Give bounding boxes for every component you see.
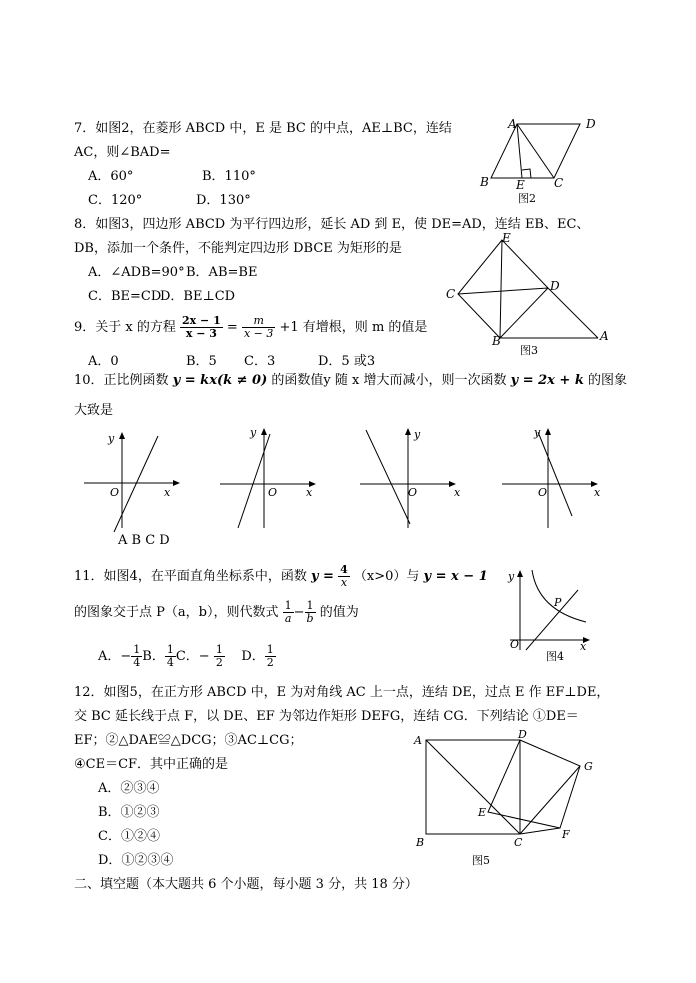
q11-text-b: （x>0）与 (353, 569, 420, 584)
q12-stem-line4: ④CE＝CF．其中正确的是 (74, 757, 229, 772)
fig3-label-e: E (502, 231, 511, 245)
q12-option-b: B．①②③ (98, 805, 160, 820)
fig5-label-e: E (478, 806, 487, 819)
q11-e-num2: 1 (305, 600, 316, 613)
graph-a-y-label: y (108, 432, 115, 445)
q8-stem-line2: DB，添加一个条件，不能判定四边形 DBCE 为矩形的是 (74, 241, 402, 256)
q12-option-c: C．①②④ (98, 829, 160, 844)
fig3-label-d: D (550, 279, 560, 293)
q11-option-d-prefix: D． (241, 649, 265, 664)
fig4-caption: 图4 (546, 650, 564, 663)
q11-text-d: 的值为 (319, 605, 359, 620)
fig3-label-a: A (600, 329, 609, 343)
q9-frac2-denominator: x − 3 (243, 327, 274, 340)
figure-4-graph (502, 564, 602, 664)
fig3-label-b: B (492, 334, 501, 348)
figure-5-square (408, 728, 608, 868)
q11-option-b-frac (165, 644, 176, 669)
q8-option-c: C．BE=CD (88, 289, 162, 304)
q10-graph-a (80, 428, 190, 538)
figure-2-rhombus (470, 112, 610, 208)
q7-option-d: D．130° (196, 193, 251, 208)
q11-e-num1: 1 (284, 599, 292, 612)
q9-frac2-numerator: m (242, 315, 275, 328)
q9-frac1-numerator: 2x − 1 (182, 314, 221, 327)
q11-option-b-num: 1 (166, 643, 174, 656)
fig5-label-d: D (518, 728, 527, 741)
q11-e-den1: a (284, 612, 292, 625)
q12-option-d: D．①②③④ (98, 853, 174, 868)
fig2-label-e: E (516, 178, 525, 192)
fig5-caption: 图5 (472, 854, 490, 867)
q11-text-a: 11．如图4，在平面直角坐标系中，函数 (74, 569, 307, 584)
q10-stem-line2: 大致是 (74, 403, 114, 418)
q11-option-a-prefix: A．− (98, 649, 132, 664)
section-2-heading: 二、填空题（本大题共 6 个小题，每小题 3 分，共 18 分） (74, 877, 418, 892)
q11-expr-frac-b (305, 600, 316, 625)
q9-fraction-left (180, 315, 223, 340)
q9-option-d: D．5 或3 (318, 354, 376, 369)
q8-option-b: B．AB=BE (186, 265, 258, 280)
graph-b-origin: O (268, 486, 278, 499)
q11-stem-line1 (74, 562, 488, 592)
q11-stem-line2 (74, 598, 359, 628)
q8-option-d: D．BE⊥CD (160, 289, 236, 304)
fig2-caption: 图2 (518, 192, 536, 205)
graph-d-origin: O (538, 486, 548, 499)
fig5-label-c: C (514, 836, 523, 849)
q9-stem-suffix: +1 有增根，则 m 的值是 (279, 320, 428, 335)
graph-a-origin: O (110, 486, 120, 499)
q10-expr-linear: y = 2x + k (510, 373, 584, 388)
fig5-label-g: G (584, 760, 593, 773)
fig2-label-b: B (480, 175, 489, 189)
fig4-p-label: P (554, 596, 562, 609)
q10-text-a: 10．正比例函数 (74, 373, 169, 388)
q9-option-a: A．0 (88, 354, 119, 369)
q11-expr-minus: − (293, 605, 305, 620)
q10-graph-c (356, 424, 466, 534)
graph-c-y-label: y (414, 428, 421, 441)
q11-expr-frac-a (283, 600, 294, 625)
q11-f-numerator: 4 (340, 563, 348, 576)
fig5-label-b: B (416, 836, 425, 849)
q7-option-b: B．110° (202, 169, 256, 184)
fig2-label-d: D (586, 117, 596, 131)
q11-option-c-prefix: C．− (175, 649, 210, 664)
graph-b-x-label: x (306, 486, 313, 499)
q12-stem-line1: 12．如图5，在正方形 ABCD 中，E 为对角线 AC 上一点，连结 DE，过点 E 作 EF⊥DE， (74, 685, 610, 700)
q10-text-b: 的函数值y 随 x 增大而减小，则一次函数 (271, 373, 507, 388)
fig3-caption: 图3 (520, 344, 538, 357)
q12-stem-line3: EF；②△DAE≌△DCG；③AC⊥CG； (74, 733, 303, 748)
q10-stem-line1 (74, 372, 627, 390)
graph-d-y-label: y (534, 426, 541, 439)
fig5-label-f: F (562, 828, 570, 841)
q11-option-d-num: 1 (266, 643, 274, 656)
q11-inverse-fraction (338, 564, 350, 589)
q9-fraction-right (242, 315, 275, 340)
q11-e-den2: b (306, 612, 314, 625)
q11-option-a-den: 4 (133, 656, 141, 669)
q11-f-denominator: x (340, 576, 348, 589)
q11-y-equals: y = (310, 569, 334, 584)
q11-options (98, 642, 276, 672)
q11-option-c-den: 2 (215, 656, 223, 669)
graph-b-y-label: y (250, 426, 257, 439)
q9-option-c: C．3 (244, 354, 276, 369)
q11-option-c-num: 1 (215, 643, 223, 656)
fig4-x-label: x (580, 640, 587, 653)
q11-option-b-den: 4 (166, 656, 174, 669)
graph-d-x-label: x (594, 486, 601, 499)
fig4-origin: O (510, 638, 520, 651)
q9-stem-prefix: 9．关于 x 的方程 (74, 320, 176, 335)
q11-option-a-num: 1 (133, 643, 141, 656)
q10-graph-b (216, 424, 326, 534)
graph-a-x-label: x (164, 486, 171, 499)
q7-option-a: A．60° (88, 169, 134, 184)
fig5-label-a: A (414, 734, 422, 747)
q10-graph-d (498, 424, 608, 534)
q11-linear-expr: y = x − 1 (423, 569, 488, 584)
q11-option-b-prefix: B． (142, 649, 165, 664)
q10-text-c: 的图象 (588, 373, 628, 388)
figure-3-parallelogram (440, 228, 620, 358)
q12-stem-line2: 交 BC 延长线于点 F，以 DE、EF 为邻边作矩形 DEFG，连结 CG．下列结论 ①DE＝ (74, 709, 579, 724)
q9-equals: = (226, 320, 238, 335)
q7-option-c: C．120° (88, 193, 143, 208)
q11-option-c-frac (214, 644, 225, 669)
q10-expr-proportional: y = kx(k ≠ 0) (172, 373, 268, 388)
q7-stem-line1: 7．如图2，在菱形 ABCD 中，E 是 BC 的中点，AE⊥BC，连结 (74, 121, 452, 136)
q8-stem-line1: 8．如图3，四边形 ABCD 为平行四边形，延长 AD 到 E，使 DE=AD，连结 EB、EC、 (74, 217, 590, 232)
fig2-label-c: C (554, 176, 564, 190)
fig4-y-label: y (508, 570, 515, 583)
q10-answer-letters: A B C D (118, 533, 170, 548)
q7-stem-line2: AC，则∠BAD= (74, 145, 171, 160)
q12-option-a: A．②③④ (98, 781, 160, 796)
q9-stem (74, 313, 427, 343)
q11-text-c: 的图象交于点 P（a，b），则代数式 (74, 605, 279, 620)
q9-option-b: B．5 (186, 354, 217, 369)
fig2-label-a: A (508, 117, 517, 131)
q11-option-d-frac (265, 644, 276, 669)
q11-option-a-frac (131, 644, 142, 669)
fig3-label-c: C (446, 287, 456, 301)
q8-option-a: A．∠ADB=90° (88, 265, 185, 280)
q11-option-d-den: 2 (266, 656, 274, 669)
graph-c-x-label: x (454, 486, 461, 499)
graph-c-origin: O (408, 486, 418, 499)
q9-frac1-denominator: x − 3 (185, 327, 217, 340)
